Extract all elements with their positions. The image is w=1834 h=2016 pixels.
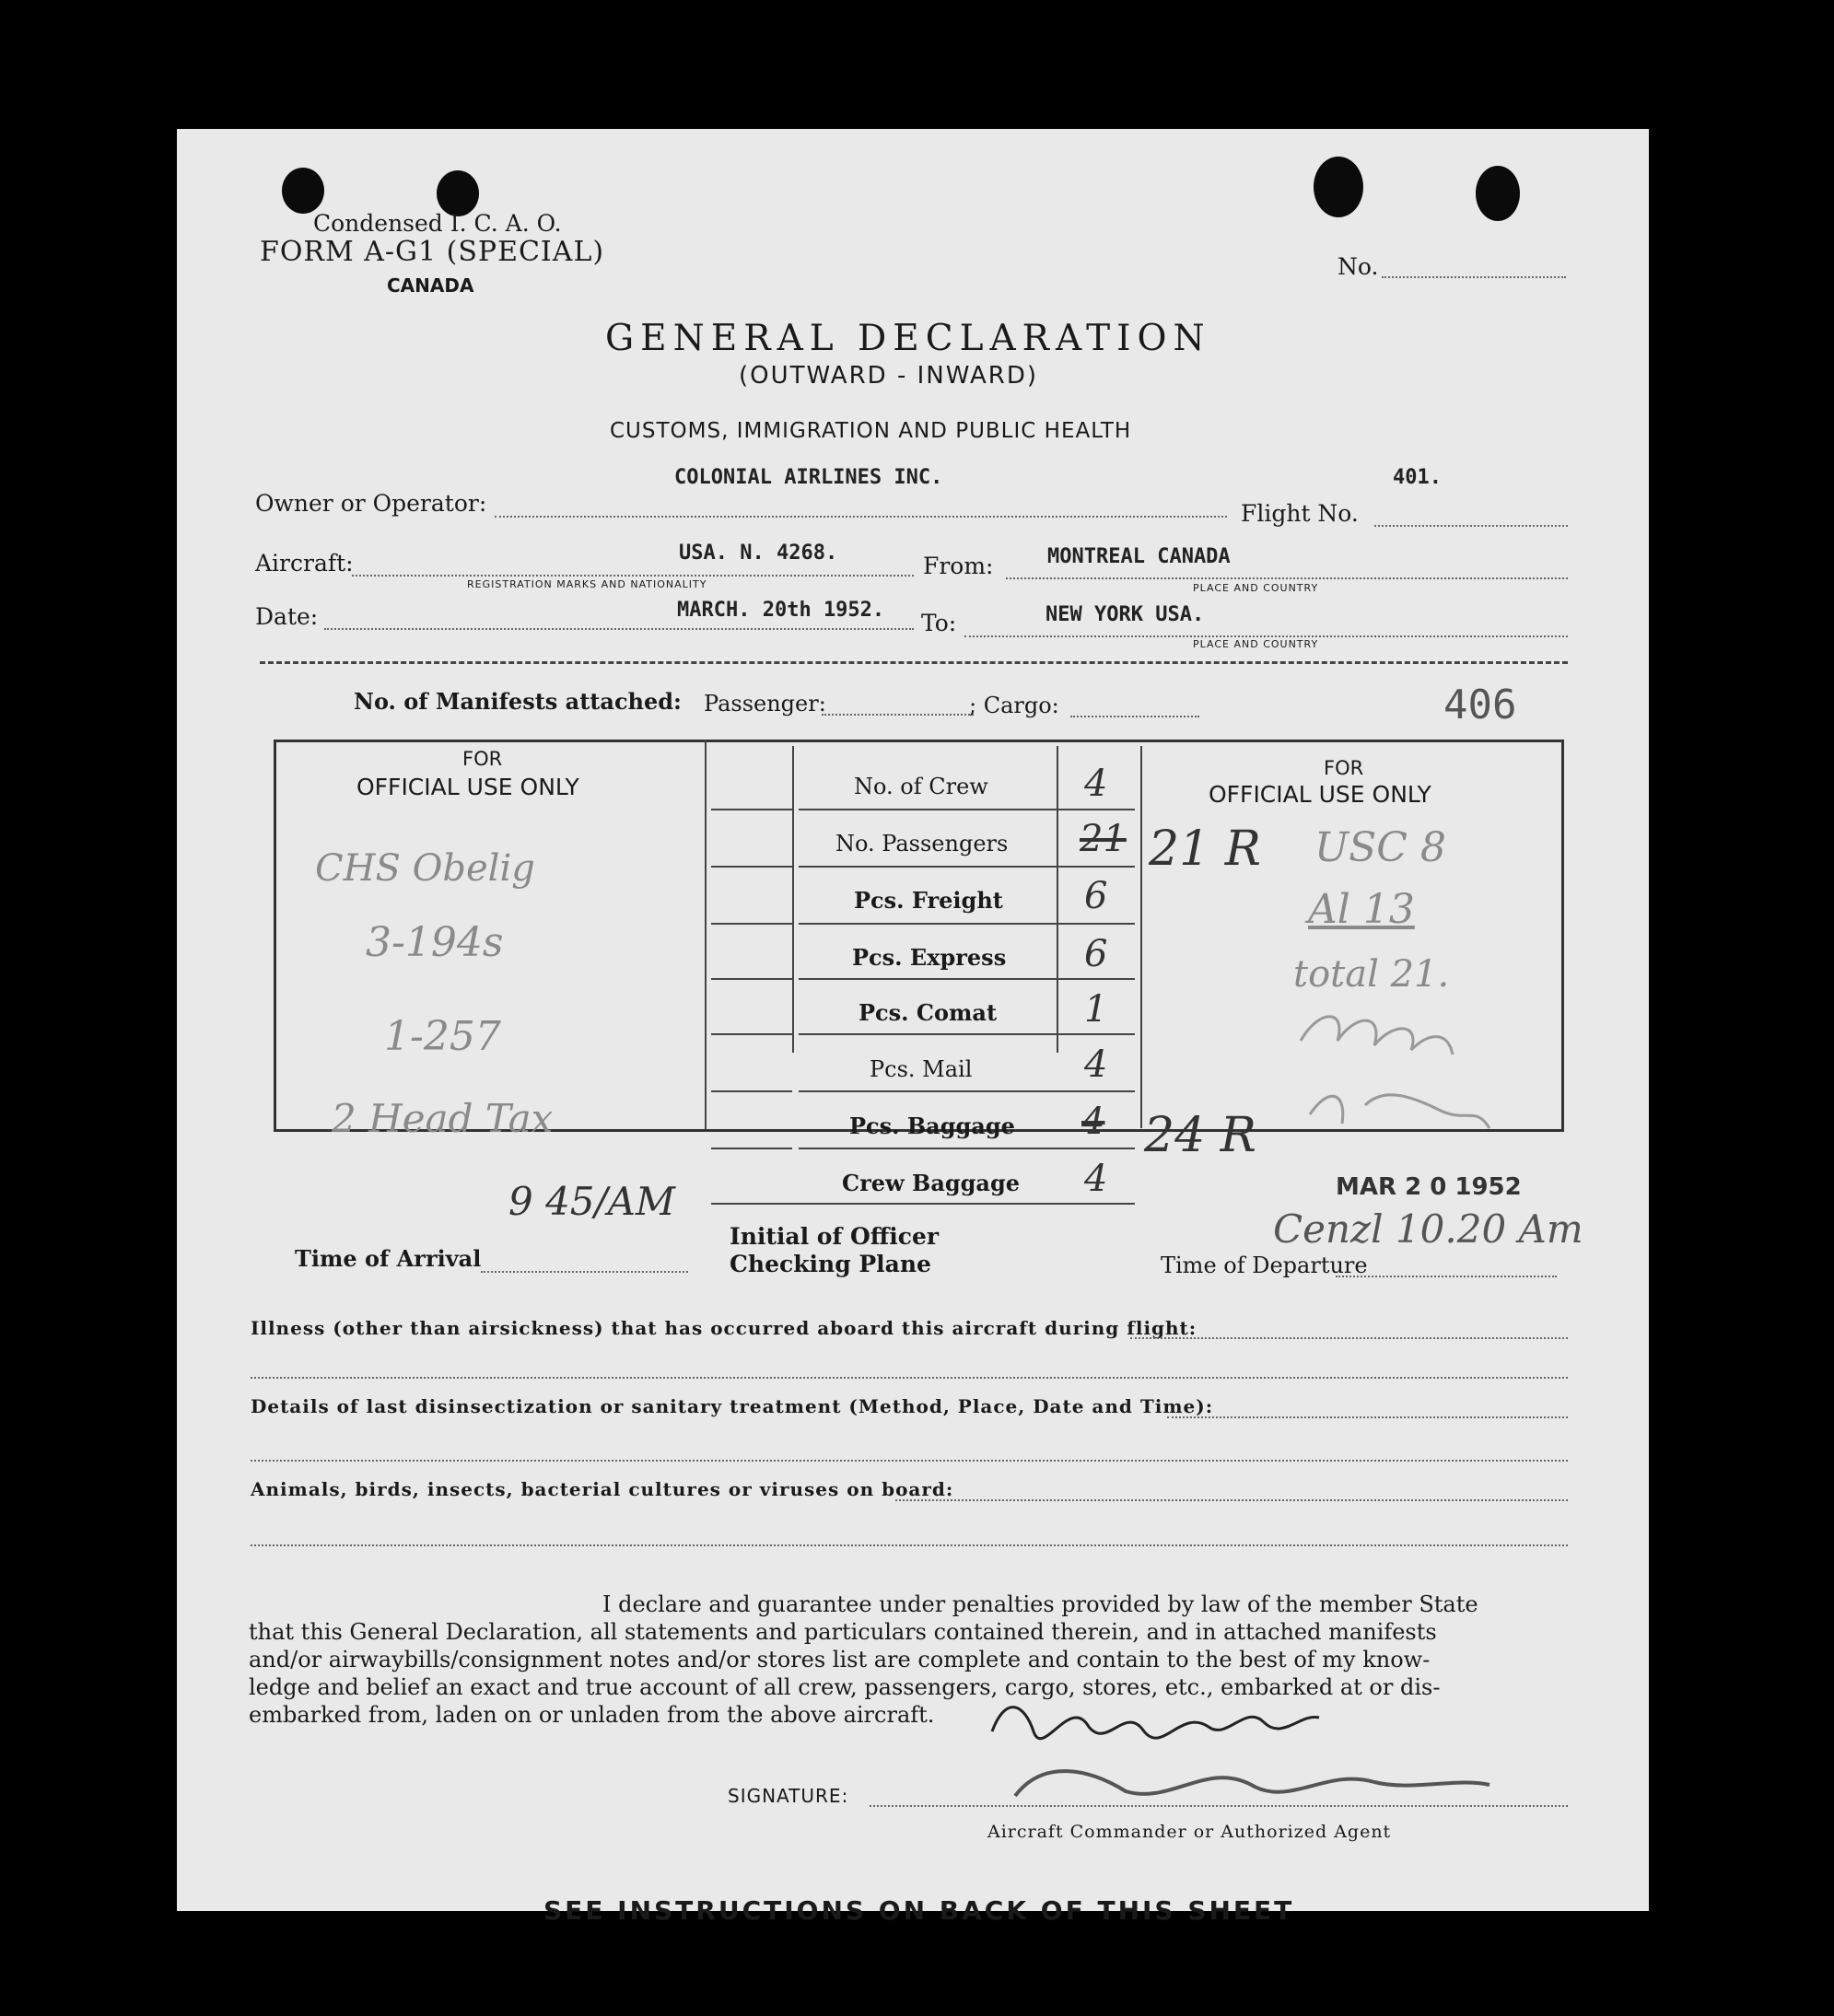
to-line <box>964 635 1568 637</box>
form-label: FORM A-G1 (SPECIAL) <box>260 236 605 268</box>
row-value: 6 <box>1084 875 1108 917</box>
aircraft-value: USA. N. 4268. <box>679 542 838 565</box>
passenger-note-handwritten: 21 R <box>1149 822 1261 877</box>
illness-line <box>1130 1337 1568 1339</box>
departure-handwritten: Cenzl 10.20 Am <box>1273 1206 1583 1252</box>
from-caption: PLACE AND COUNTRY <box>1193 582 1319 594</box>
from-label: From: <box>923 553 994 579</box>
date-stamp: MAR 2 0 1952 <box>1336 1173 1522 1201</box>
punch-hole <box>1314 157 1363 217</box>
declaration-text: embarked from, laden on or unladen from the above aircraft. <box>249 1702 935 1728</box>
table-divider <box>1140 746 1142 1128</box>
row-rule <box>711 1033 792 1035</box>
cargo-manifest-label: ; Cargo: <box>969 693 1059 718</box>
flight-line <box>1374 525 1568 527</box>
page-title: GENERAL DECLARATION <box>605 318 1211 359</box>
row-value: 4 <box>1084 1043 1108 1086</box>
table-divider <box>792 746 794 1053</box>
row-value: 6 <box>1084 933 1108 975</box>
arrival-time-handwritten: 9 45/AM <box>508 1179 676 1224</box>
row-label: Pcs. Freight <box>854 887 1003 914</box>
disinsectization-label: Details of last disinsectization or sanitary treatment (Method, Place, Date and Time): <box>251 1395 1214 1417</box>
declaration-text: ledge and belief an exact and true account of all crew, passengers, cargo, stores, etc., embarked at or dis- <box>249 1674 1441 1700</box>
handwritten-note: Al 13 <box>1308 886 1415 933</box>
right-official-label: OFFICIAL USE ONLY <box>1209 781 1431 808</box>
row-rule <box>799 866 1135 868</box>
flight-number-value: 401. <box>1393 466 1442 489</box>
baggage-note-handwritten: 24 R <box>1144 1108 1256 1163</box>
row-rule <box>711 866 792 868</box>
date-line <box>324 628 914 630</box>
row-rule <box>799 978 1135 980</box>
row-rule <box>799 1148 1135 1149</box>
from-line <box>1006 577 1568 579</box>
row-rule <box>711 1148 792 1149</box>
passenger-manifest-line <box>822 714 974 716</box>
flight-label: Flight No. <box>1241 500 1359 527</box>
disinsectization-line <box>1167 1416 1568 1418</box>
illness-line-2 <box>251 1377 1568 1379</box>
table-divider <box>705 740 707 1129</box>
handwritten-note: 3-194s <box>366 919 504 966</box>
row-value: 4 <box>1084 1158 1108 1200</box>
signature-label: SIGNATURE: <box>728 1785 849 1807</box>
animals-line <box>895 1499 1568 1501</box>
row-label: Pcs. Express <box>852 944 1007 971</box>
page-subtitle: (OUTWARD - INWARD) <box>739 362 1039 390</box>
checking-plane-label: Checking Plane <box>730 1251 931 1277</box>
signature-line <box>870 1805 1568 1807</box>
handwritten-note: USC 8 <box>1314 824 1446 871</box>
to-value: NEW YORK USA. <box>1045 603 1205 626</box>
time-of-arrival-label: Time of Arrival <box>295 1245 482 1272</box>
row-label: No. Passengers <box>835 831 1009 857</box>
cargo-manifest-line <box>1070 716 1199 717</box>
section-divider <box>260 661 1568 664</box>
row-label: Pcs. Baggage <box>849 1113 1015 1139</box>
time-of-departure-label: Time of Departure <box>1161 1253 1368 1278</box>
handwritten-note: CHS Obelig <box>315 847 535 890</box>
declaration-text: and/or airwaybills/consignment notes and/or stores list are complete and contain to the best of my know- <box>249 1647 1431 1672</box>
declaration-text: that this General Declaration, all statements and particulars contained therein, and in attached manifests <box>249 1619 1437 1645</box>
row-rule <box>799 809 1135 810</box>
illness-label: Illness (other than airsickness) that has occurred aboard this aircraft during flight: <box>251 1317 1197 1339</box>
to-label: To: <box>921 610 957 636</box>
row-rule <box>711 1203 1135 1205</box>
punch-hole <box>282 168 324 214</box>
row-label: No. of Crew <box>854 774 988 799</box>
punch-hole <box>1476 166 1520 221</box>
row-rule <box>799 1033 1135 1035</box>
manifests-label: No. of Manifests attached: <box>354 688 682 715</box>
number-line <box>1382 276 1566 278</box>
row-value: 1 <box>1084 988 1108 1031</box>
arrival-line <box>481 1271 688 1273</box>
row-rule <box>711 923 792 925</box>
animals-line-2 <box>251 1544 1568 1546</box>
row-rule <box>711 978 792 980</box>
condensed-label: Condensed I. C. A. O. <box>313 210 562 237</box>
table-divider <box>1057 746 1058 1053</box>
animals-label: Animals, birds, insects, bacterial cultures or viruses on board: <box>251 1478 954 1500</box>
handwritten-note: 2 Head Tax <box>332 1096 554 1141</box>
row-rule <box>711 1090 792 1092</box>
row-rule <box>711 809 792 810</box>
owner-value: COLONIAL AIRLINES INC. <box>674 466 943 489</box>
stamp-number: 406 <box>1443 682 1517 728</box>
left-official-label: OFFICIAL USE ONLY <box>356 774 579 800</box>
date-label: Date: <box>255 603 319 630</box>
handwritten-signature <box>1291 1004 1503 1160</box>
row-rule <box>799 923 1135 925</box>
from-value: MONTREAL CANADA <box>1047 545 1231 568</box>
country-label: CANADA <box>387 274 474 297</box>
departure-line <box>1336 1276 1557 1277</box>
right-for-label: FOR <box>1324 757 1364 779</box>
row-value: 4 <box>1081 1101 1105 1143</box>
declaration-text: I declare and guarantee under penalties provided by law of the member State <box>602 1591 1478 1617</box>
row-value: 21 <box>1080 818 1127 860</box>
number-label: No. <box>1338 253 1379 280</box>
row-rule <box>799 1090 1135 1092</box>
owner-line <box>495 516 1227 518</box>
aircraft-line <box>352 575 914 577</box>
footer-instructions: SEE INSTRUCTIONS ON BACK OF THIS SHEET <box>543 1895 1295 1926</box>
initial-of-officer-label: Initial of Officer <box>730 1223 940 1250</box>
commander-label: Aircraft Commander or Authorized Agent <box>987 1822 1392 1842</box>
aircraft-label: Aircraft: <box>255 550 354 577</box>
disinsectization-line-2 <box>251 1460 1568 1462</box>
handwritten-note: total 21. <box>1293 953 1450 996</box>
aircraft-caption: REGISTRATION MARKS AND NATIONALITY <box>467 578 707 590</box>
row-label: Pcs. Comat <box>859 999 998 1026</box>
department-label: CUSTOMS, IMMIGRATION AND PUBLIC HEALTH <box>610 419 1132 443</box>
date-value: MARCH. 20th 1952. <box>677 599 885 622</box>
row-label: Crew Baggage <box>842 1170 1021 1196</box>
passenger-manifest-label: Passenger: <box>704 691 826 717</box>
commander-signature <box>987 1676 1503 1814</box>
row-label: Pcs. Mail <box>870 1056 973 1082</box>
to-caption: PLACE AND COUNTRY <box>1193 638 1319 650</box>
document-page <box>177 129 1649 1926</box>
row-value: 4 <box>1084 763 1108 805</box>
owner-label: Owner or Operator: <box>255 490 487 517</box>
left-for-label: FOR <box>462 748 503 770</box>
handwritten-note: 1-257 <box>384 1013 501 1060</box>
